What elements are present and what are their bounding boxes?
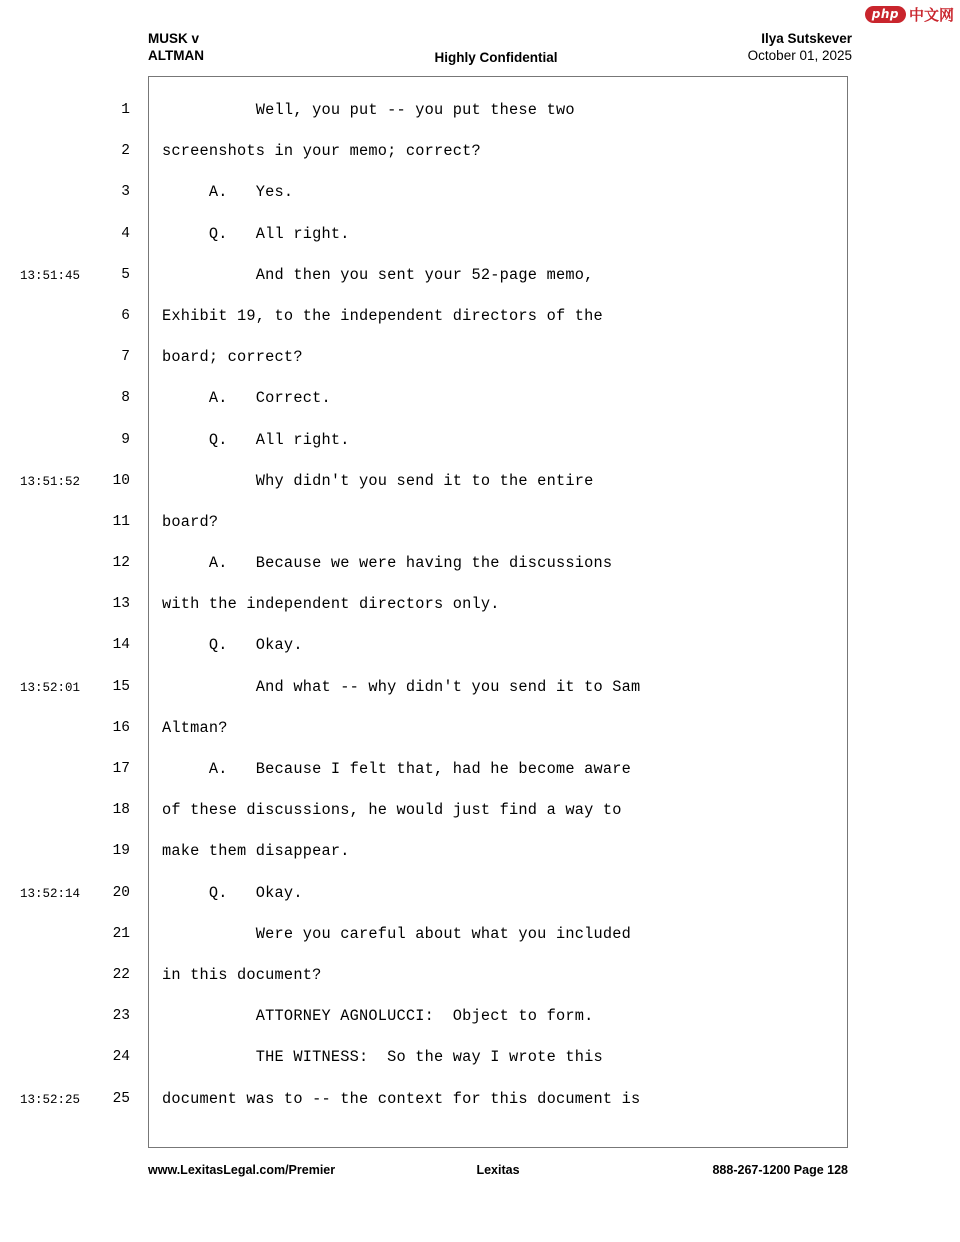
line-text: document was to -- the context for this document is	[162, 1089, 641, 1108]
line-number: 6	[121, 307, 130, 324]
line-number: 13	[112, 596, 130, 613]
line-text: of these discussions, he would just find a way to	[162, 801, 622, 820]
watermark-text: 中文网	[908, 6, 954, 24]
deposition-date: October 01, 2025	[747, 48, 852, 63]
line-number: 14	[112, 637, 130, 654]
line-text: Well, you put -- you put these two	[162, 101, 575, 119]
php-badge: php	[865, 6, 906, 23]
line-number: 16	[112, 719, 130, 736]
line-text: ATTORNEY AGNOLUCCI: Object to form.	[162, 1007, 594, 1026]
line-number: 24	[112, 1049, 130, 1066]
transcript-line	[0, 467, 960, 508]
line-number: 22	[112, 966, 130, 983]
deponent-info	[748, 30, 852, 64]
line-number: 5	[121, 266, 130, 283]
footer-website[interactable]: www.LexitasLegal.com/Premier	[148, 1163, 336, 1177]
line-text: Why didn't you send it to the entire	[162, 471, 594, 490]
case-line-2: ALTMAN	[148, 48, 204, 63]
line-number: 12	[112, 555, 130, 572]
transcript-line	[0, 920, 960, 961]
line-text: A. Correct.	[162, 389, 331, 408]
transcript-line	[0, 302, 960, 343]
transcript-line	[0, 590, 960, 631]
line-text: Q. All right.	[162, 430, 350, 449]
transcript-line	[0, 1002, 960, 1043]
line-number: 2	[121, 143, 130, 160]
transcript-line	[0, 755, 960, 796]
transcript-line	[0, 549, 960, 590]
transcript-line	[0, 261, 960, 302]
line-text: board; correct?	[162, 348, 303, 367]
line-text: Q. Okay.	[162, 636, 303, 655]
transcript-line	[0, 137, 960, 178]
transcript-line	[0, 796, 960, 837]
transcript-line	[0, 714, 960, 755]
line-number: 19	[112, 843, 130, 860]
line-number: 25	[112, 1090, 130, 1107]
transcript-line	[0, 426, 960, 467]
line-text: make them disappear.	[162, 842, 350, 861]
line-text: THE WITNESS: So the way I wrote this	[162, 1048, 603, 1067]
transcript-line	[0, 1043, 960, 1084]
line-text: Were you careful about what you included	[162, 924, 631, 943]
transcript-line	[0, 673, 960, 714]
line-text: And what -- why didn't you send it to Sam	[162, 677, 641, 696]
transcript-line	[0, 879, 960, 920]
line-number: 7	[121, 349, 130, 366]
line-number: 3	[121, 184, 130, 201]
timestamp: 13:51:45	[20, 268, 81, 283]
transcript-line	[0, 961, 960, 1002]
line-text: screenshots in your memo; correct?	[162, 142, 481, 161]
transcript-line	[0, 1085, 960, 1126]
transcript-line	[0, 631, 960, 672]
line-text: Q. Okay.	[162, 883, 303, 902]
footer-company: Lexitas	[476, 1163, 520, 1177]
line-number: 21	[112, 925, 130, 942]
line-number: 23	[112, 1008, 130, 1025]
timestamp: 13:52:25	[20, 1092, 81, 1107]
footer-phone-page: 888-267-1200 Page 128	[712, 1163, 848, 1177]
line-number: 17	[112, 761, 130, 777]
transcript-line	[0, 220, 960, 261]
line-number: 20	[112, 884, 130, 901]
line-text: Exhibit 19, to the independent directors of the	[162, 306, 603, 325]
line-number: 18	[112, 802, 130, 819]
watermark	[865, 4, 954, 25]
deponent-name: Ilya Sutskever	[761, 31, 852, 46]
line-text: A. Yes.	[162, 183, 294, 202]
line-number: 4	[121, 225, 130, 242]
transcript-line	[0, 178, 960, 219]
timestamp: 13:52:01	[20, 680, 81, 695]
line-text: board?	[162, 512, 219, 531]
line-number: 8	[121, 390, 130, 407]
line-number: 10	[112, 472, 130, 489]
line-text: Q. All right.	[162, 224, 350, 243]
timestamp: 13:52:14	[20, 886, 81, 901]
transcript-line	[0, 343, 960, 384]
line-text: Altman?	[162, 718, 228, 737]
line-text: A. Because we were having the discussions	[162, 554, 613, 573]
transcript-line	[0, 96, 960, 137]
transcript-line	[0, 837, 960, 878]
line-text: in this document?	[162, 965, 322, 984]
page-header	[140, 30, 852, 72]
timestamp: 13:51:52	[20, 474, 81, 489]
line-number: 1	[121, 102, 130, 118]
line-number: 11	[112, 513, 130, 530]
transcript-body	[0, 96, 960, 1126]
line-number: 15	[112, 678, 130, 695]
confidentiality-label: Highly Confidential	[434, 50, 558, 65]
case-line-1: MUSK v	[148, 31, 200, 46]
line-text: A. Because I felt that, had he become aware	[162, 760, 631, 778]
line-text: And then you sent your 52-page memo,	[162, 265, 594, 284]
transcript-line	[0, 508, 960, 549]
line-number: 9	[121, 431, 130, 448]
line-text: with the independent directors only.	[162, 595, 500, 614]
transcript-line	[0, 384, 960, 425]
